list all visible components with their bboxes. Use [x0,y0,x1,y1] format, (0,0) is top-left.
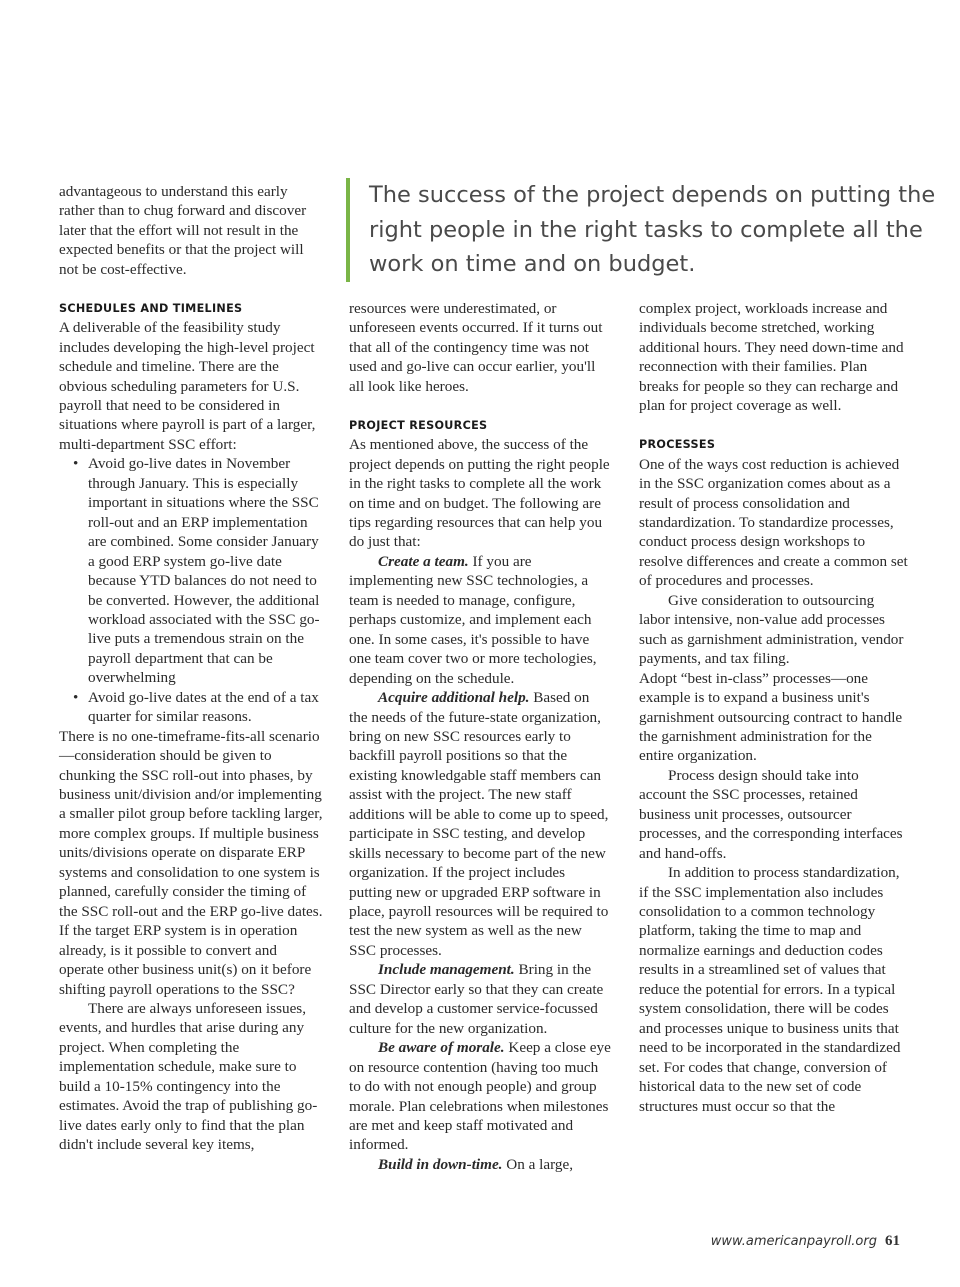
paragraph: A deliverable of the feasibility study includes developing the high-level project schedule and timeline. There are the obvious scheduling parameters for U.S. payroll that need to be considered in situations where payroll is part of a larger, multi-department SSC effort: [59,319,316,453]
paragraph: In addition to process standardization, if the SSC implementation also includes consolidation to a common technology platform, taking the time to map and normalize earnings and deduction codes results in a streamlined set of values that reduce the potential for errors. In a typical system consolidation, there will be codes and processes unique to business units that need to be incorporated in the standardized set. For codes that change, conversion of historical data to the new set of code structures must occur so that the [639,864,901,1115]
paragraph: There is no one-timeframe-fits-all scenario—consideration should be given to chunking the SSC roll-out into phases, by business unit/division and/or implementing a smaller pilot group before tackling larger, more complex groups. If multiple business units/divisions operate on disparate ERP systems and consolidation to one system is planned, carefully consider the timing of the SSC roll-out and the ERP go-live dates. If the target ERP system is in operation already, is it possible to convert and operate other business unit(s) on it before shifting payroll operations to the SSC? [59,727,323,998]
tip-label: Create a team. [378,552,469,570]
paragraph: As mentioned above, the success of the project depends on putting the right people in the right tasks to complete all the work on time and on budget. The following are tips regarding resources that can help you do just that: [349,436,610,551]
tip-label: Acquire additional help. [378,689,530,707]
paragraph: One of the ways cost reduction is achieved in the SSC organization comes about as a result of process consolidation and standardization. To standardize processes, conduct process design workshops to resolve differences and create a common set of procedures and processes. [639,455,908,590]
paragraph: Give consideration to outsourcing labor intensive, non-value add processes such as garnishment administration, vendor payments, and tax filing. [639,591,904,668]
page-number: 61 [885,1233,900,1249]
section-heading: SCHEDULES AND TIMELINES [59,301,243,315]
footer-url: www.americanpayroll.org [710,1234,877,1249]
tip-paragraph [349,960,611,1038]
column-1 [59,182,324,1155]
tip-paragraph [349,1038,611,1155]
list-item [59,454,324,687]
paragraph: Process design should take into account the SSC processes, retained business unit processes, outsourcer processes, and the corresponding interfaces and hand-offs. [639,766,903,862]
tip-paragraph [349,688,611,960]
tip-text: If you are implementing new SSC technologies, a team is needed to manage, configure, perhaps customize, and implement each one. In some cases, it's possible to have one team cover two or more techologies, depending on the schedule. [349,552,597,687]
pull-quote: The success of the project depends on putting the right people in the right tasks to complete all the work on time and on budget. [346,178,939,282]
tip-text: On a large, [506,1155,574,1173]
tip-label: Build in down-time. [378,1155,503,1173]
bullet-icon: • [73,455,79,473]
tip-text: Bring in the SSC Director early so that they can create and develop a customer service-focussed culture for the new organization. [349,961,604,1037]
tip-label: Be aware of morale. [378,1039,505,1057]
paragraph: complex project, workloads increase and individuals become stretched, working additional hours. They need down-time and reconnection with their families. Plan breaks for people so they can recharge and plan for project coverage as well. [639,300,904,415]
bullet-list [59,454,324,726]
paragraph: resources were underestimated, or unforeseen events occurred. If it turns out that all of the contingency time was not used and go-live can occur earlier, you'll all look like heroes. [349,300,603,395]
tip-text: Based on the needs of the future-state organization, bring on new SSC resources early to backfill payroll positions so that the existing knowledgable staff members can assist with the project. The new staff additions will be able to come up to speed, participate in SSC testing, and develop skills necessary to become part of the new organization. If the project includes putting new or upgraded ERP software in place, payroll resources will be required to test the new system as well as the new SSC processes. [349,689,609,959]
bullet-icon: • [73,688,79,706]
tip-label: Include management. [378,961,515,979]
list-item-text: Avoid go-live dates in November through January. This is especially important in situations where the SSC roll-out and an ERP implementation are combined. Some consider January a good ERP system go-live date because YTD balances do not need to be converted. However, the additional workload associated with the SSC go-live puts a tremendous strain on the payroll department that can be overwhelming [88,455,320,687]
paragraph: There are always unforeseen issues, events, and hurdles that arise during any project. When completing the implementation schedule, make sure to build a 10-15% contingency into the estimates. Avoid the trap of publishing go-live dates early only to find that the plan didn't include several key items, [59,1000,318,1154]
column-2 [349,299,611,1174]
tip-text: Keep a close eye on resource contention (having too much to do with not enough people) and group morale. Plan celebrations when milestones are met and keep staff motivated and informed. [349,1039,611,1154]
list-item-text: Avoid go-live dates at the end of a tax quarter for similar reasons. [88,688,319,726]
section-heading: PROCESSES [639,438,716,452]
list-item [59,688,324,727]
section-heading: PROJECT RESOURCES [349,418,488,432]
tip-paragraph [349,552,611,688]
paragraph: advantageous to understand this early rather than to chug forward and discover later that the effort will not result in the expected benefits or that the project will not be cost-effective. [59,183,307,278]
tip-paragraph [349,1155,611,1174]
column-3 [639,299,909,1116]
page-footer [711,1233,900,1250]
paragraph: Adopt “best in-class” processes—one example is to expand a business unit's garnishment outsourcing contract to handle the garnishment administration for the entire organization. [639,669,903,765]
